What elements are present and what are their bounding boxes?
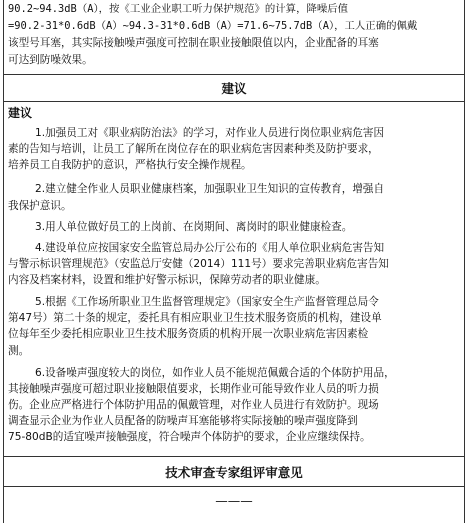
item-line: 位每年至少委托相应职业卫生技术服务资质的机构开展一次职业病危害因素检 [8,328,369,340]
item-line: 75-80dB的适宜噪声接触强度，符合噪声个体防护的要求，企业应继续保持。 [8,431,371,443]
item-line: 测。 [8,345,30,357]
row-divider [3,456,465,457]
item-line: 素的告知与培训，让员工了解所在岗位存在的职业病危害因素种类及防护要求， [8,143,379,155]
item-line: 与警示标识管理规范》（安监总厅安健（2014）111号）要求完善职业病危害告知 [8,258,389,270]
item-line: 培养员工自我防护的意识，严格执行安全操作规程。 [8,159,252,171]
item-line: 其接触噪声强度可超过职业接触限值要求，长期作业可能导致作业人员的听力损 [8,383,379,395]
section-heading: 建议 [221,81,247,96]
intro-line-1: 90.2~94.3dB（A），按《工业企业职工听力保护规范》的计算，降噪后值 [8,3,349,15]
row-divider [3,101,465,102]
item-line: 我保护意识。 [8,200,72,212]
intro-line-3: 该型号耳塞，其实际接触噪声强度可控制在职业接触限值以内，企业配备的耳塞 [8,37,379,49]
item-line: 调查显示企业为作业人员配备的防噪声耳塞能够将实际接触的噪声强度降到 [8,415,358,427]
item-line: 1.加强员工对《职业病防治法》的学习，对作业人员进行岗位职业病危害因 [35,127,385,139]
item-line: 3.用人单位做好员工的上岗前、在岗期间、离岗时的职业健康检查。 [35,221,353,233]
expert-heading: 技术审查专家组评审意见 [165,465,303,480]
intro-line-4: 可达到防噪效果。 [8,54,93,66]
item-line: 5.根据《工作场所职业卫生监督管理规定》（国家安全生产监督管理总局令 [35,296,379,308]
dash-line: ——— [215,493,253,508]
row-divider [3,74,465,75]
item-line: 2.建立健全作业人员职业健康档案，加强职业卫生知识的宣传教育，增强自 [35,183,385,195]
subheading: 建议 [8,106,33,120]
item-line: 伤。企业应严格进行个体防护用品的佩戴管理，对作业人员进行有效防护。现场 [8,399,379,411]
intro-line-2: =90.2-31*0.6dB（A）~94.3-31*0.6dB（A）=71.6~75.7dB（A），工人正确的佩戴 [8,20,418,32]
item-line: 第47号）第二十条的规定，委托具有相应职业卫生技术服务资质的机构，建设单 [8,312,382,324]
row-divider [3,486,465,487]
item-line: 4.建设单位应按国家安全监管总局办公厅公布的《用人单位职业病危害告知 [35,242,385,254]
item-line: 内容及档案材料，设置和维护好警示标识，保障劳动者的职业健康。 [8,274,326,286]
item-line: 6.设备噪声强度较大的岗位，如作业人员不能规范佩戴合适的个体防护用品， [35,367,395,379]
